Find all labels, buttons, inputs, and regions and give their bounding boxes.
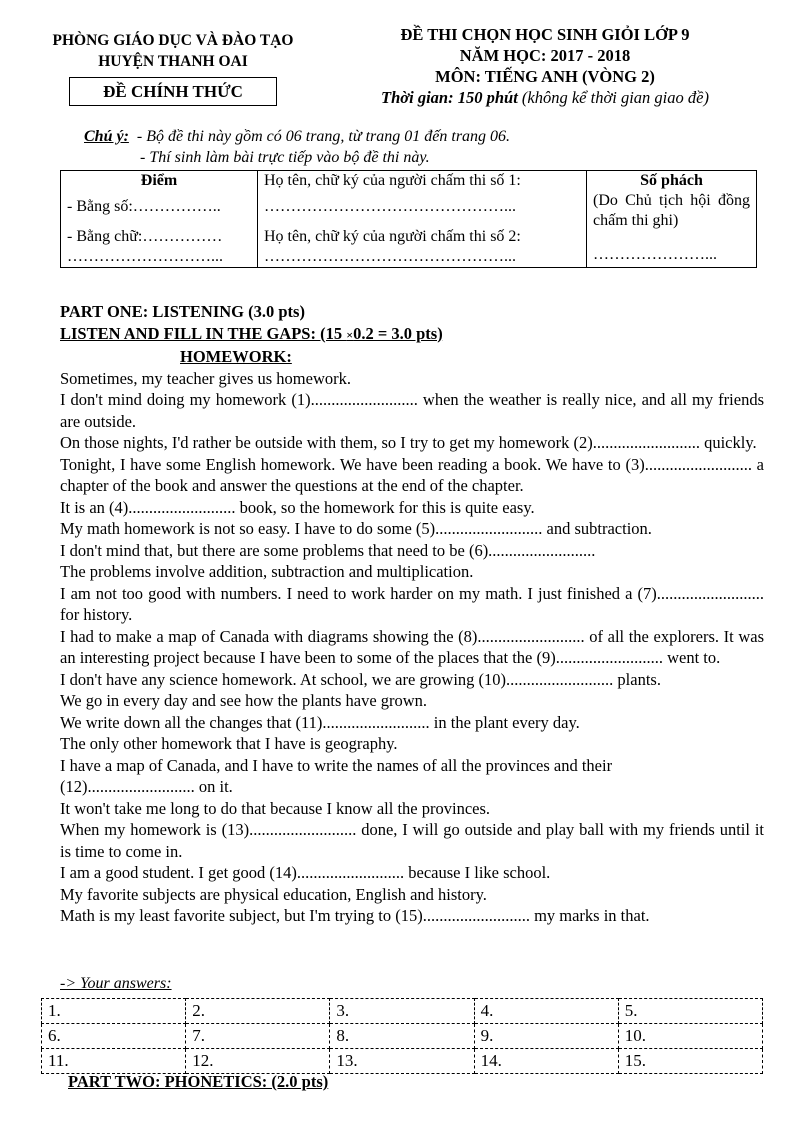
answer-cell[interactable]: 11.: [42, 1049, 186, 1074]
answer-cell[interactable]: 8.: [330, 1024, 474, 1049]
passage-line: It won't take me long to do that because I know all the provinces.: [60, 798, 491, 818]
grader-cell: [258, 171, 587, 268]
answer-cell[interactable]: 15.: [618, 1049, 762, 1074]
part-one-title: PART ONE: LISTENING (3.0 pts): [60, 302, 305, 321]
grader-1-dots: ………………………………………...: [264, 198, 516, 215]
passage-line: I am not too good with numbers. I need to work harder on my math. I just finished a (7).......................... for history.: [60, 583, 764, 624]
passage-line: When my homework is (13).......................... done, I will go outside and play ball with my friends until it is time to come in.: [60, 820, 764, 861]
code-cell: [587, 171, 757, 268]
passage-line: I have a map of Canada, and I have to write the names of all the provinces and their: [60, 755, 613, 775]
grading-table: [60, 170, 757, 268]
passage-line: We write down all the changes that (11).......................... in the plant every day.: [60, 712, 580, 732]
subtitle-part-a: LISTEN AND FILL IN THE GAPS: (15: [60, 323, 347, 343]
answer-cell[interactable]: 7.: [186, 1024, 330, 1049]
school-year: NĂM HỌC: 2017 - 2018: [459, 46, 631, 65]
score-cell: [61, 171, 258, 268]
passage-line: We go in every day and see how the plants have grown.: [60, 691, 428, 710]
grader-2-label: Họ tên, chữ ký của người chấm thi số 2:: [264, 228, 521, 245]
answer-row: [42, 999, 763, 1024]
score-by-words-dots: ………………………...: [67, 248, 223, 265]
answer-table: [41, 998, 763, 1074]
answer-cell[interactable]: 5.: [618, 999, 762, 1024]
note-line-1: - Bộ đề thi này gồm có 06 trang, từ trang 01 đến trang 06.: [136, 128, 511, 145]
time-limit: [340, 87, 750, 108]
passage-line: On those nights, I'd rather be outside with them, so I try to get my homework (2).......................... quickly.: [60, 433, 757, 452]
answer-cell[interactable]: 10.: [618, 1024, 762, 1049]
score-by-words: - Bằng chữ:……………: [67, 228, 223, 245]
passage-line: (12).......................... on it.: [60, 777, 233, 796]
grader-1-label: Họ tên, chữ ký của người chấm thi số 1:: [264, 172, 521, 189]
answer-cell[interactable]: 9.: [474, 1024, 618, 1049]
instructions-note: [84, 126, 510, 168]
note-line-2: - Thí sinh làm bài trực tiếp vào bộ đề thi này.: [140, 149, 430, 166]
part-one-subtitle: [60, 323, 764, 347]
passage-heading: HOMEWORK:: [180, 347, 292, 366]
passage-line: Math is my least favorite subject, but I'm trying to (15).......................... my marks in that.: [60, 906, 650, 925]
multiply-sign: ×: [346, 327, 354, 342]
district-name: HUYỆN THANH OAI: [98, 53, 248, 70]
exam-title: ĐỀ THI CHỌN HỌC SINH GIỎI LỚP 9: [400, 25, 690, 44]
header-right: [340, 24, 750, 108]
part-two-title: PART TWO: PHONETICS: (2.0 pts): [68, 1072, 329, 1091]
passage-line: Tonight, I have some English homework. We have been reading a book. We have to (3).......................... a chapter of the book and answer the questions at the end of the chapter.: [60, 454, 764, 495]
answer-row: [42, 1049, 763, 1074]
passage-line: The problems involve addition, subtraction and multiplication.: [60, 562, 474, 581]
passage-line: The only other homework that I have is geography.: [60, 734, 398, 753]
answer-cell[interactable]: 12.: [186, 1049, 330, 1074]
grader-2-dots: ………………………………………...: [264, 248, 516, 265]
answers-label: -> Your answers:: [60, 975, 172, 992]
part-one-section: [60, 301, 764, 927]
passage: [60, 368, 764, 927]
score-header: Điểm: [140, 172, 178, 189]
time-note: (không kể thời gian giao đề): [521, 88, 709, 107]
passage-line: Sometimes, my teacher gives us homework.: [60, 368, 351, 388]
answer-cell[interactable]: 14.: [474, 1049, 618, 1074]
passage-line: I had to make a map of Canada with diagrams showing the (8).......................... of all the explorers. It was an interesting project because I have been to some of the places that the (9).......................... went to.: [60, 626, 764, 667]
passage-line: I don't mind doing my homework (1).......................... when the weather is really nice, and all my friends are outside.: [60, 390, 764, 431]
passage-line: I am a good student. I get good (14).......................... because I like school.: [60, 863, 551, 882]
passage-line: It is an (4).......................... book, so the homework for this is quite easy.: [60, 497, 535, 517]
official-stamp: ĐỀ CHÍNH THỨC: [69, 77, 277, 106]
answer-row: [42, 1024, 763, 1049]
answer-cell[interactable]: 3.: [330, 999, 474, 1024]
passage-line: I don't have any science homework. At school, we are growing (10).......................... plants.: [60, 669, 661, 689]
department-name: PHÒNG GIÁO DỤC VÀ ĐÀO TẠO: [52, 32, 294, 49]
subject: MÔN: TIẾNG ANH (VÒNG 2): [435, 67, 655, 86]
code-header: Số phách: [640, 172, 703, 189]
code-note: (Do Chủ tịch hội đồng chấm thi ghi): [593, 192, 750, 229]
code-dots: …………………...: [593, 246, 717, 263]
score-by-number: - Bằng số:……………..: [67, 198, 221, 215]
header-left: [28, 30, 318, 106]
answer-cell[interactable]: 6.: [42, 1024, 186, 1049]
note-label: Chú ý:: [84, 128, 129, 145]
passage-line: My math homework is not so easy. I have to do some (5).......................... and subtraction.: [60, 519, 652, 538]
passage-line: I don't mind that, but there are some problems that need to be (6)..........................: [60, 540, 596, 560]
answer-cell[interactable]: 1.: [42, 999, 186, 1024]
answer-cell[interactable]: 4.: [474, 999, 618, 1024]
answer-cell[interactable]: 13.: [330, 1049, 474, 1074]
passage-line: My favorite subjects are physical education, English and history.: [60, 884, 487, 904]
time-value: Thời gian: 150 phút: [381, 88, 518, 107]
answer-cell[interactable]: 2.: [186, 999, 330, 1024]
subtitle-part-b: 0.2 = 3.0 pts): [353, 323, 443, 343]
